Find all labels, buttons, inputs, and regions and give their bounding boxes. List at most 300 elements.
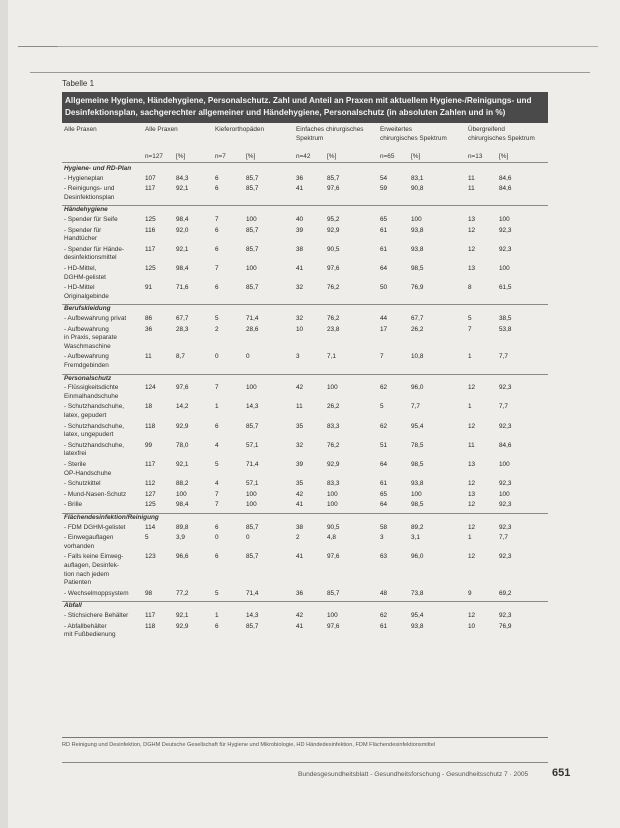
table-cell: 100 (246, 384, 257, 392)
table-cell: 100 (327, 612, 338, 619)
row-label: - Aufbewahrung (64, 325, 109, 333)
table-cell: 85,7 (246, 284, 259, 292)
table-cell: 65 (380, 490, 388, 498)
row-label: - Spender für Hände- (64, 245, 125, 253)
table-cell: 1 (468, 534, 472, 542)
table-cell: 85,7 (246, 185, 259, 193)
table-cell: 7,7 (499, 403, 508, 411)
table-cell: 4 (215, 480, 219, 488)
table-cell: 86 (145, 315, 153, 322)
row-label: DGHM-gelistet (64, 273, 106, 281)
row-label: auflagen, Desinfek- (64, 562, 120, 569)
table-cell: 51 (380, 441, 388, 449)
table-cell: 11 (145, 353, 152, 361)
table-cell: 3,9 (176, 534, 185, 542)
section-rule (62, 374, 548, 375)
table-cell: 36 (296, 589, 304, 597)
table-cell: 42 (296, 490, 304, 498)
row-label: Einmalhandschuhe (64, 392, 119, 400)
table-cell: 127 (145, 490, 156, 498)
table-cell: 114 (145, 523, 156, 531)
table-cell: 10,8 (411, 353, 424, 361)
table-cell: 85,7 (246, 226, 259, 234)
table-cell: 93,8 (411, 480, 424, 488)
table-footnote: RD Reinigung und Desinfektion, DGHM Deutsche Gesellschaft für Hygiene und Mikrobiologie, HD Händedesinfektion, FDM Flächendesinfektionsmittel (62, 742, 436, 748)
table-cell: 10 (296, 325, 304, 333)
table-cell: 14,3 (246, 403, 259, 411)
table-cell: 99 (145, 441, 153, 449)
table-cell: 83,3 (327, 422, 340, 430)
table-cell: 12 (468, 480, 476, 488)
row-label: - HD-Mittel, (64, 265, 97, 272)
table-cell: 93,8 (411, 226, 424, 234)
table-cell: 67,7 (411, 315, 424, 322)
table-cell: 92,3 (499, 384, 512, 392)
table-cell: 39 (296, 226, 304, 234)
table-cell: 61 (380, 226, 388, 234)
table-cell: 7,7 (411, 403, 420, 411)
table-cell: 100 (411, 490, 422, 498)
table-cell: 12 (468, 612, 476, 619)
table-cell: 92,1 (176, 245, 189, 253)
table-cell: 92,3 (499, 612, 512, 619)
row-label: - Stichsichere Behälter (64, 612, 129, 619)
table-cell: 125 (145, 216, 156, 223)
table-cell: 35 (296, 480, 304, 488)
table-cell: 48 (380, 589, 388, 597)
table-cell: 76,9 (499, 622, 512, 630)
table-cell: 12 (468, 384, 476, 392)
table-bottom-rule (62, 737, 548, 738)
table-cell: 6 (215, 226, 219, 234)
table-cell: 36 (145, 325, 153, 333)
table-cell: 69,2 (499, 589, 512, 597)
row-label: - Wechselmoppsystem (64, 589, 129, 597)
table-cell: 117 (145, 612, 156, 619)
table-cell: 7 (215, 384, 219, 392)
table-cell: 116 (145, 226, 156, 234)
table-cell: 57,1 (246, 441, 259, 449)
table-cell: 38,5 (499, 315, 512, 322)
table-cell: 61,5 (499, 284, 512, 292)
table-cell: 13 (468, 216, 476, 223)
table-cell: 8 (468, 284, 472, 292)
row-label: Originalgebinde (64, 292, 109, 300)
table-cell: 64 (380, 501, 388, 509)
table-cell: 117 (145, 185, 156, 193)
table-cell: 6 (215, 622, 219, 630)
table-cell: 85,7 (246, 174, 259, 182)
top-rule (58, 46, 598, 47)
row-label: mit Fußbedienung (64, 631, 116, 639)
table-cell: 85,7 (246, 553, 259, 561)
column-header: Übergreifend chirurgisches Spektrum (468, 126, 535, 142)
table-cell: 89,8 (176, 523, 189, 531)
table-cell: 100 (499, 490, 510, 498)
row-label: - Mund-Nasen-Schutz (64, 490, 127, 498)
table-cell: 4 (215, 441, 219, 449)
table-cell: 7,7 (499, 534, 508, 542)
table-cell: 12 (468, 422, 476, 430)
row-label: - Falls keine Einweg- (64, 553, 124, 561)
table-cell: 35 (296, 422, 304, 430)
table-cell: 92,3 (499, 422, 512, 430)
table-cell: 62 (380, 384, 388, 392)
table-cell: 124 (145, 384, 156, 392)
column-pct-unit: [%] (246, 153, 256, 160)
table-cell: 73,8 (411, 589, 424, 597)
section-heading: Flächendesinfektion/Reinigung (64, 514, 159, 521)
column-n: n=42 (296, 153, 311, 160)
table-label: Tabelle 1 (62, 79, 95, 88)
row-label: desinfektionsmittel (64, 254, 117, 262)
table-cell: 53,8 (499, 325, 512, 333)
table-cell: 93,8 (411, 245, 424, 253)
table-cell: 5 (215, 589, 219, 597)
table-cell: 0 (246, 353, 250, 361)
table-cell: 100 (499, 461, 510, 468)
table-cell: 6 (215, 185, 219, 193)
column-header: Kieferorthopäden (215, 126, 265, 133)
table-cell: 92,3 (499, 226, 512, 234)
table-cell: 7 (215, 216, 219, 223)
table-cell: 26,2 (411, 325, 424, 333)
table-cell: 90,5 (327, 245, 340, 253)
table-cell: 42 (296, 612, 304, 619)
table-cell: 98 (145, 589, 153, 597)
table-cell: 36 (296, 174, 304, 182)
column-n: n=65 (380, 153, 395, 160)
table-cell: 100 (327, 384, 338, 392)
table-cell: 92,0 (176, 226, 189, 234)
row-label: - Schutzhandschuhe, (64, 422, 125, 430)
table-cell: 57,1 (246, 480, 259, 488)
table-cell: 98,4 (176, 216, 189, 223)
table-cell: 12 (468, 523, 476, 531)
table-cell: 125 (145, 265, 156, 272)
section-heading: Abfall (64, 602, 82, 610)
table-cell: 17 (380, 325, 388, 333)
column-n: n=127 (145, 153, 163, 160)
table-cell: 6 (215, 553, 219, 561)
table-cell: 95,4 (411, 612, 424, 619)
table-cell: 91 (145, 284, 153, 292)
table-cell: 98,5 (411, 461, 424, 468)
table-cell: 62 (380, 612, 388, 619)
table-cell: 14,2 (176, 403, 189, 411)
table-cell: 95,2 (327, 216, 340, 223)
row-label: - Hygieneplan (64, 174, 104, 182)
table-cell: 4,8 (327, 534, 336, 542)
row-label: latex, ungepudert (64, 431, 114, 439)
table-cell: 125 (145, 501, 156, 509)
table-cell: 71,6 (176, 284, 189, 292)
table-cell: 93,8 (411, 622, 424, 630)
table-cell: 11 (468, 441, 475, 449)
table-cell: 85,7 (246, 523, 259, 531)
table-cell: 78,5 (411, 441, 424, 449)
table-cell: 88,2 (176, 480, 189, 488)
table-cell: 38 (296, 523, 304, 531)
table-cell: 92,9 (176, 422, 189, 430)
row-label: - Schutzkittel (64, 480, 101, 488)
row-label: OP-Handschuhe (64, 469, 112, 477)
table-cell: 85,7 (327, 589, 340, 597)
table-cell: 100 (246, 501, 257, 509)
table-cell: 7 (215, 490, 219, 498)
table-cell: 64 (380, 461, 388, 468)
table-cell: 41 (296, 501, 304, 509)
row-label: - Sterile (64, 461, 87, 468)
table-cell: 100 (499, 265, 510, 272)
section-heading: Personalschutz (64, 374, 112, 382)
table-cell: 7 (215, 265, 219, 272)
table-cell: 92,1 (176, 461, 189, 468)
table-cell: 18 (145, 403, 153, 411)
table-cell: 123 (145, 553, 156, 561)
row-label: Waschmaschine (64, 342, 111, 350)
table-cell: 100 (246, 490, 257, 498)
row-label: - Reinigungs- und (64, 185, 115, 193)
table-cell: 32 (296, 315, 304, 322)
table-cell: 1 (215, 612, 219, 619)
table-cell: 59 (380, 185, 388, 193)
table-cell: 6 (215, 245, 219, 253)
table-cell: 97,6 (176, 384, 189, 392)
table-cell: 76,9 (411, 284, 424, 292)
table-cell: 7,7 (499, 353, 508, 361)
table-cell: 32 (296, 284, 304, 292)
table-cell: 98,4 (176, 501, 189, 509)
table-cell: 78,0 (176, 441, 189, 449)
table-title: Allgemeine Hygiene, Händehygiene, Personalschutz. Zahl und Anteil an Praxen mit aktuellem Hygiene-/Reinigungs- und Desinfektionsplan, sachgerechter allgemeiner und Händehygiene, Personalschutz (in absoluten Zahlen und in %) (62, 92, 548, 123)
column-header: Erweitertes chirurgisches Spektrum (380, 126, 447, 142)
row-label: - Spender für Seife (64, 216, 118, 223)
table-cell: 85,7 (246, 245, 259, 253)
header-rule (30, 72, 590, 73)
section-heading: Händehygiene (64, 206, 108, 214)
column-pct-unit: [%] (499, 153, 509, 160)
table-cell: 98,5 (411, 501, 424, 509)
table-cell: 71,4 (246, 315, 259, 322)
table-cell: 71,4 (246, 589, 259, 597)
section-heading: Hygiene- und RD-Plan (64, 165, 132, 172)
table-cell: 97,6 (327, 622, 340, 630)
table-cell: 12 (468, 245, 476, 253)
table-cell: 117 (145, 461, 156, 468)
table-cell: 8,7 (176, 353, 185, 361)
table-cell: 76,2 (327, 284, 340, 292)
table-cell: 3,1 (411, 534, 420, 542)
column-header: Einfaches chirurgisches Spektrum (296, 126, 364, 142)
table-cell: 100 (176, 490, 187, 498)
table-cell: 2 (215, 325, 219, 333)
table-cell: 67,7 (176, 315, 189, 322)
table-cell: 100 (327, 501, 338, 509)
table-cell: 0 (246, 534, 250, 542)
table-cell: 50 (380, 284, 388, 292)
table-cell: 97,6 (327, 553, 340, 561)
table-cell: 7 (380, 353, 384, 361)
table-cell: 5 (145, 534, 149, 542)
table-cell: 6 (215, 523, 219, 531)
table-cell: 84,3 (176, 174, 189, 182)
row-label: - HD-Mittel (64, 284, 95, 292)
table-cell: 2 (296, 534, 300, 542)
column-n: n=7 (215, 153, 226, 160)
table-cell: 58 (380, 523, 388, 531)
table-cell: 9 (468, 589, 472, 597)
row-label: - Abfallbehälter (64, 622, 107, 630)
table-cell: 6 (215, 284, 219, 292)
table-cell: 61 (380, 622, 388, 630)
table-cell: 39 (296, 461, 304, 468)
column-header: Alle Praxen (145, 126, 178, 133)
row-label: latex, gepudert (64, 412, 107, 419)
row-label: - Spender für (64, 226, 102, 234)
table-cell: 85,7 (327, 174, 340, 182)
table-cell: 92,1 (176, 185, 189, 193)
table-cell: 11 (296, 403, 303, 411)
row-label: vorhanden (64, 542, 95, 550)
table-cell: 100 (327, 490, 338, 498)
table-cell: 96,0 (411, 553, 424, 561)
table-cell: 26,2 (327, 403, 340, 411)
header-bottom-rule (62, 162, 548, 163)
table-cell: 92,3 (499, 245, 512, 253)
table-cell: 41 (296, 553, 304, 561)
row-label: in Praxis, separate (64, 334, 117, 342)
table-cell: 97,6 (327, 185, 340, 193)
table-cell: 13 (468, 265, 476, 272)
table-cell: 7 (215, 501, 219, 509)
table-cell: 14,3 (246, 612, 259, 619)
table-cell: 83,1 (411, 174, 424, 182)
table-cell: 23,8 (327, 325, 340, 333)
table-cell: 12 (468, 226, 476, 234)
table-cell: 11 (468, 174, 475, 182)
row-label: latexfrei (64, 450, 87, 458)
table-cell: 76,2 (327, 441, 340, 449)
page-number: 651 (552, 767, 571, 779)
table-cell: 84,6 (499, 441, 512, 449)
table-cell: 92,3 (499, 480, 512, 488)
table-cell: 1 (215, 403, 219, 411)
table-cell: 62 (380, 422, 388, 430)
table-cell: 92,9 (176, 622, 189, 630)
table-cell: 61 (380, 245, 388, 253)
table-cell: 117 (145, 245, 156, 253)
scan-edge (0, 0, 8, 828)
table-cell: 54 (380, 174, 388, 182)
table-cell: 92,9 (327, 461, 340, 468)
table-cell: 6 (215, 174, 219, 182)
table-cell: 5 (468, 315, 472, 322)
row-label: Fremdgebinden (64, 362, 109, 369)
table-cell: 92,1 (176, 612, 189, 619)
table-cell: 118 (145, 422, 156, 430)
table-cell: 6 (215, 422, 219, 430)
table-cell: 13 (468, 461, 476, 468)
row-label: - Schutzhandschuhe, (64, 441, 125, 449)
row-label: - Aufbewahrung privat (64, 315, 127, 322)
table-cell: 92,3 (499, 523, 512, 531)
table-cell: 0 (215, 534, 219, 542)
table-cell: 12 (468, 553, 476, 561)
table-cell: 41 (296, 185, 304, 193)
row-label: - FDM DGHM-gelistet (64, 523, 126, 531)
table-cell: 7 (468, 325, 472, 333)
section-rule (62, 304, 548, 305)
table-cell: 100 (411, 216, 422, 223)
table-cell: 11 (468, 185, 475, 193)
table-cell: 98,5 (411, 265, 424, 272)
table-cell: 1 (468, 403, 472, 411)
table-cell: 5 (215, 461, 219, 468)
journal-footer: Bundesgesundheitsblatt - Gesundheitsforschung - Gesundheitsschutz 7 · 2005 (298, 771, 529, 778)
table-cell: 98,4 (176, 265, 189, 272)
table-cell: 83,3 (327, 480, 340, 488)
table-cell: 71,4 (246, 461, 259, 468)
table-cell: 32 (296, 441, 304, 449)
table-cell: 10 (468, 622, 476, 630)
row-label: - Schutzhandschuhe, (64, 403, 125, 411)
column-pct-unit: [%] (411, 153, 421, 160)
table-cell: 0 (215, 353, 219, 361)
table-cell: 92,9 (327, 226, 340, 234)
table-cell: 85,7 (246, 622, 259, 630)
table-cell: 97,6 (327, 265, 340, 272)
table-cell: 100 (246, 216, 257, 223)
section-rule (62, 601, 548, 602)
table-cell: 41 (296, 622, 304, 630)
row-label: Handtücher (64, 235, 98, 243)
table-cell: 28,6 (246, 325, 259, 333)
section-heading: Berufskleidung (64, 305, 111, 313)
row-label: Desinfektionsplan (64, 193, 115, 201)
row-label: tion nach jedem (64, 570, 110, 578)
table-cell: 84,6 (499, 174, 512, 182)
row-label: - Flüssigkeitsdichte (64, 384, 119, 392)
table-cell: 42 (296, 384, 304, 392)
row-label: Patienten (64, 579, 92, 587)
table-cell: 100 (499, 216, 510, 223)
footer-rule (62, 762, 548, 763)
table-cell: 90,8 (411, 185, 424, 193)
column-n: n=13 (468, 153, 483, 160)
row-label: - Aufbewahrung (64, 353, 109, 361)
row-label: - Brille (64, 501, 83, 509)
table-cell: 5 (380, 403, 384, 411)
table-cell: 13 (468, 490, 476, 498)
column-pct-unit: [%] (176, 153, 186, 160)
column-header-all-practices-label: Alle Praxen (64, 126, 97, 133)
column-pct-unit: [%] (327, 153, 337, 160)
table-cell: 61 (380, 480, 388, 488)
table-cell: 3 (296, 353, 300, 361)
table-cell: 41 (296, 265, 304, 272)
table-cell: 5 (215, 315, 219, 322)
table-cell: 92,3 (499, 553, 512, 561)
table-cell: 100 (246, 265, 257, 272)
table-cell: 95,4 (411, 422, 424, 430)
table-cell: 7,1 (327, 353, 336, 361)
table-cell: 84,6 (499, 185, 512, 193)
table-cell: 77,2 (176, 589, 189, 597)
table-cell: 38 (296, 245, 304, 253)
table-cell: 118 (145, 622, 156, 630)
table-cell: 96,0 (411, 384, 424, 392)
